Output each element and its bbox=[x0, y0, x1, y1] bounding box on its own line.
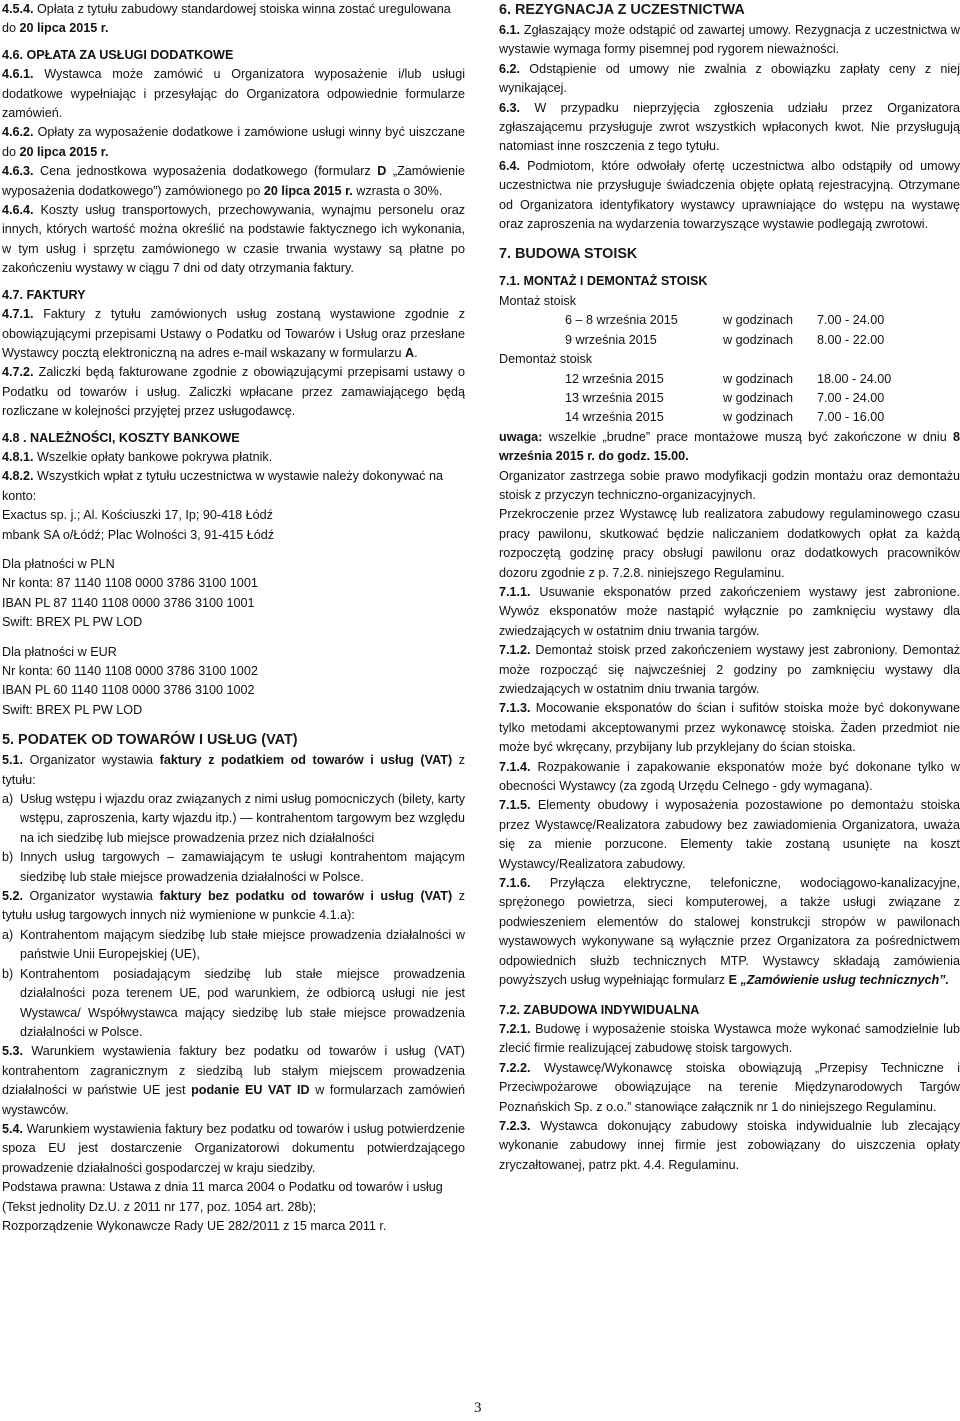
legal-basis: Podstawa prawna: Ustawa z dnia 11 marca 2004 o Podatku od towarów i usług (Tekst jednolity Dz.U. z 2011 nr 177, poz. 1054 art. 28b); bbox=[2, 1180, 443, 1214]
clause-number: 7.1.6. bbox=[499, 876, 531, 891]
list-item bbox=[2, 965, 465, 1043]
section-heading-5: 5. PODATEK OD TOWARÓW I USŁUG (VAT) bbox=[2, 732, 298, 749]
section-heading-6: 6. REZYGNACJA Z UCZESTNICTWA bbox=[499, 2, 745, 18]
eur-account-line: Swift: BREX PL PW LOD bbox=[2, 702, 143, 717]
paragraph-6-4 bbox=[499, 157, 960, 235]
pln-account-line: Dla płatności w PLN bbox=[2, 556, 115, 571]
table-cell: 8.00 - 22.00 bbox=[817, 332, 885, 347]
paragraph-4-8-1 bbox=[2, 448, 465, 467]
clause-text: . bbox=[414, 345, 418, 360]
paragraph-4-5-4 bbox=[2, 0, 465, 39]
clause-text: Usuwanie eksponatów przed zakończeniem wystawy jest zabronione. Wywóz eksponatów może nastąpić wyłącznie po zamknięciu wystawy dla zwiedzających w ostatnim dniu trwania targów. bbox=[499, 584, 960, 638]
paragraph-4-7-2 bbox=[2, 363, 465, 421]
form-letter: E bbox=[728, 973, 737, 988]
note-label: uwaga: bbox=[499, 429, 543, 444]
list-text: Innych usług targowych – zamawiającym te usługi kontrahentom mającym siedzibę lub stałe miejsce prowadzenia działalności w Polsce. bbox=[20, 850, 465, 884]
table-cell: 12 września 2015 bbox=[565, 371, 664, 386]
clause-number: 7.2.2. bbox=[499, 1060, 531, 1075]
eur-account-line: Nr konta: 60 1140 1108 0000 3786 3100 1002 bbox=[2, 664, 258, 678]
pln-account-line: Nr konta: 87 1140 1108 0000 3786 3100 1001 bbox=[2, 576, 258, 591]
table-cell: w godzinach bbox=[723, 371, 794, 386]
table-row bbox=[565, 370, 891, 389]
paragraph-organizer: Organizator zastrzega sobie prawo modyfikacji godzin montażu oraz demontażu stoisk z przyczyn techniczno-organizacyjnych. bbox=[499, 468, 960, 502]
list-marker: b) bbox=[2, 850, 14, 865]
table-cell: w godzinach bbox=[723, 332, 794, 347]
deadline-date: 8 września 2015 r. do godz. 15.00. bbox=[499, 429, 960, 464]
clause-number: 4.8.2. bbox=[2, 469, 34, 484]
clause-number: 4.6.3. bbox=[2, 164, 34, 179]
clause-text: Podmiotom, które odwołały ofertę uczestnictwa albo odstąpiły od umowy uczestnictwa nie przysługuje świadczenia objęte opłatą rejestracyjną. Otrzymane od Organizatora identyfikatory wystawcy uprawniające do wstępu na wystawę oraz zaproszenia na wydarzenia towarzyszące wystawie podlegają zwrotowi. bbox=[499, 158, 960, 232]
clause-number: 4.6.1. bbox=[2, 67, 34, 82]
paragraph-7-1-2 bbox=[499, 641, 960, 699]
clause-text: Organizator wystawia bbox=[23, 753, 160, 768]
clause-number: 4.6.2. bbox=[2, 125, 34, 140]
clause-number: 4.7.2. bbox=[2, 365, 34, 380]
clause-text: Demontaż stoisk przed zakończeniem wystawy jest zabroniony. Demontaż może rozpocząć się najwcześniej 2 godziny po zamknięciu wystawy dla zwiedzających w ostatnim dniu trwania targów. bbox=[499, 643, 960, 696]
section-heading-4-8: 4.8 . NALEŻNOŚCI, KOSZTY BANKOWE bbox=[2, 430, 240, 445]
clause-text: „Zamówienie wyposażenia dodatkowego”) zamówionego po bbox=[2, 164, 465, 198]
clause-text: Organizator wystawia bbox=[23, 889, 160, 904]
clause-number: 6.3. bbox=[499, 100, 521, 115]
clause-text: Wystawca dokonujący zabudowy stoiska indywidualnie lub zlecający wykonanie zabudowy innej firmie jest zobowiązany do uiszczenia opłaty zryczałtowanej, patrz pkt. 4.4. Regulaminu. bbox=[499, 1118, 960, 1172]
paragraph-5-1 bbox=[2, 751, 465, 790]
deadline-date: 20 lipca 2015 r. bbox=[19, 21, 109, 36]
paragraph-6-2 bbox=[499, 60, 960, 99]
list-text: Kontrahentom posiadającym siedzibę lub stałe miejsce prowadzenia działalności poza terenem UE, pod warunkiem, że odbiorcą usługi nie jest Wystawca/ Współwystawca mający siedzibę lub stałe miejsce prowadzenia działalności w Polsce. bbox=[20, 966, 465, 1039]
clause-text: Przyłącza elektryczne, telefoniczne, wodociągowo-kanalizacyjne, sprężonego powietrza, sieci komputerowej, a także usługi związane z podwieszeniem elementów do stalowej konstrukcji stropów w pawilonach wystawowych wykonywane są wyłącznie przez Organizatora za pośrednictwem odpowiednich służb technicznych MTP. Wystawcy składają zamówienia powyższych usług wypełniając formularz bbox=[499, 876, 960, 988]
eur-account-line: Dla płatności w EUR bbox=[2, 644, 117, 659]
clause-number: 4.8.1. bbox=[2, 449, 34, 464]
paragraph-4-6-3 bbox=[2, 162, 465, 201]
table-cell: 7.00 - 24.00 bbox=[817, 390, 885, 405]
paragraph-7-1-3 bbox=[499, 699, 960, 757]
paragraph-4-6-2 bbox=[2, 123, 465, 162]
clause-text: Zaliczki będą fakturowane zgodnie z obowiązującymi przepisami ustawy o Podatku od towarów i usług. Zaliczki wpłacane przez zamawiającego będą rozliczane w kolejności przyjętej przez usługodawcę. bbox=[2, 365, 465, 419]
table-cell: 7.00 - 16.00 bbox=[817, 410, 885, 425]
clause-number: 5.1. bbox=[2, 753, 24, 768]
section-heading-7: 7. BUDOWA STOISK bbox=[499, 246, 638, 263]
paragraph-7-1-1 bbox=[499, 583, 960, 641]
list-item bbox=[2, 926, 465, 965]
clause-text: Mocowanie eksponatów do ścian i sufitów stoiska może być dokonywane tylko metodami akceptowanymi przez wykonawcę stoiska. Żaden przedmiot nie może być wkręcany, przybijany lub przyklejany do ścian stoiska. bbox=[499, 701, 960, 755]
bank-address-line: mbank SA o/Łódź; Plac Wolności 3, 91-415 Łódź bbox=[2, 527, 275, 542]
paragraph-4-6-1 bbox=[2, 65, 465, 123]
table-cell: 14 września 2015 bbox=[565, 410, 664, 425]
table-cell: w godzinach bbox=[723, 313, 794, 328]
emphasis-text: podanie EU VAT ID bbox=[191, 1083, 310, 1098]
eur-account-line: IBAN PL 60 1140 1108 0000 3786 3100 1002 bbox=[2, 683, 255, 698]
table-cell: 18.00 - 24.00 bbox=[817, 371, 892, 386]
clause-text: Warunkiem wystawienia faktury bez podatku od towarów i usług potwierdzenie spoza EU jest dostarczenie Organizatorowi dokumentu potwierdzającego prowadzenie działalności gospodarczej w kraju siedziby. bbox=[2, 1121, 465, 1175]
paragraph-6-1 bbox=[499, 21, 960, 60]
paragraph-4-7-1 bbox=[2, 305, 465, 363]
clause-number: 5.3. bbox=[2, 1044, 24, 1059]
clause-number: 7.1.3. bbox=[499, 701, 531, 716]
list-text: Kontrahentom mającym siedzibę lub stałe miejsce prowadzenia działalności w państwie Unii Europejskiej (UE), bbox=[20, 927, 465, 962]
legal-basis: Rozporządzenie Wykonawcze Rady UE 282/2011 z 15 marca 2011 r. bbox=[2, 1218, 387, 1233]
pln-account-line: IBAN PL 87 1140 1108 0000 3786 3100 1001 bbox=[2, 595, 255, 610]
table-row bbox=[565, 408, 891, 427]
clause-number: 7.2.1. bbox=[499, 1021, 531, 1036]
page-number: 3 bbox=[474, 1400, 482, 1416]
list-item bbox=[2, 848, 465, 887]
table-row bbox=[565, 311, 884, 330]
clause-text: Opłaty za wyposażenie dodatkowe i zamówione usługi winny być uiszczane do bbox=[2, 125, 465, 159]
table-cell: w godzinach bbox=[723, 410, 794, 425]
list-marker: a) bbox=[2, 792, 14, 807]
clause-number: 7.1.5. bbox=[499, 798, 531, 813]
bank-address-line: Exactus sp. j.; Al. Kościuszki 17, Ip; 90-418 Łódź bbox=[2, 508, 273, 523]
clause-number: 4.7.1. bbox=[2, 307, 34, 322]
paragraph-overtime: Przekroczenie przez Wystawcę lub realizatora zabudowy regulaminowego czasu pracy pawilonu, skutkować będzie naliczaniem dodatkowych opłat za każdą rozpoczętą godzinę pracy obsługi pawilonu oraz dodatkowych pracowników dozoru zgodnie z p. 7.2.8. niniejszego Regulaminu. bbox=[499, 507, 960, 580]
list-text: Usług wstępu i wjazdu oraz związanych z nimi usług pomocniczych (bilety, karty wstępu, zaproszenia, karty wjazdu itp.) — kontrahentom targowym bez względu na ich siedzibę lub miejsce prowadzenia przez nich działalności bbox=[20, 792, 465, 845]
setup-schedule-table bbox=[565, 311, 884, 350]
table-cell: w godzinach bbox=[723, 390, 794, 405]
note-paragraph bbox=[499, 428, 960, 467]
list-item bbox=[2, 790, 465, 848]
clause-number: 7.1.1. bbox=[499, 584, 531, 599]
table-cell: 7.00 - 24.00 bbox=[817, 313, 885, 328]
paragraph-7-2-2 bbox=[499, 1059, 960, 1117]
paragraph-6-3 bbox=[499, 99, 960, 157]
paragraph-7-1-4 bbox=[499, 758, 960, 797]
deadline-date: 20 lipca 2015 r. bbox=[263, 183, 353, 198]
paragraph-5-4 bbox=[2, 1120, 465, 1178]
clause-text: Faktury z tytułu zamówionych usług zostaną wystawione zgodnie z obowiązującymi przepisami Ustawy o Podatku od Towarów i Usług oraz przesłane Wystawcy pocztą elektroniczną na adres e-mail wskazany w formularzu bbox=[2, 307, 465, 360]
teardown-schedule-table bbox=[565, 370, 891, 428]
clause-text: W przypadku nieprzyjęcia zgłoszenia udziału przez Organizatora zgłaszającemu przysługuje zwrot wszystkich wpłaconych kwot. Nie przysługują natomiast inne roszczenia z tego tytułu. bbox=[499, 100, 960, 154]
clause-text: Wszystkich wpłat z tytułu uczestnictwa w wystawie należy dokonywać na konto: bbox=[2, 469, 443, 503]
clause-text: Opłata z tytułu zabudowy standardowej stoiska winna zostać uregulowana do bbox=[2, 2, 451, 36]
clause-text: Koszty usług transportowych, przechowywania, wynajmu personelu oraz innych, których wartość można określić na podstawie faktycznego ich wykonania, w tym usług i sprzętu zamówionego w czasie trwania wystawy są płatne po zakończeniu wystawy w ciągu 7 dni od daty otrzymania faktury. bbox=[2, 203, 465, 276]
clause-number: 7.1.4. bbox=[499, 759, 531, 774]
clause-text: w formularzach zamówień wystawców. bbox=[2, 1083, 466, 1117]
clause-number: 7.2.3. bbox=[499, 1118, 531, 1133]
section-heading-4-6: 4.6. OPŁATA ZA USŁUGI DODATKOWE bbox=[2, 47, 234, 62]
clause-number: 5.2. bbox=[2, 889, 24, 904]
paragraph-7-1-5 bbox=[499, 796, 960, 874]
paragraph-7-1-6 bbox=[499, 874, 960, 990]
right-column bbox=[499, 0, 960, 1175]
table-cell: 6 – 8 września 2015 bbox=[565, 313, 678, 328]
clause-number: 6.4. bbox=[499, 158, 521, 173]
clause-number: 4.6.4. bbox=[2, 203, 34, 218]
table-cell: 9 września 2015 bbox=[565, 332, 657, 347]
clause-text: Elementy obudowy i wyposażenia pozostawione po demontażu stoiska przez Wystawcę/Realizatora zabudowy bez zawiadomienia Organizatora, uważa się za mienie porzucone. Elementy takie zostaną usunięte na koszt Wystawcy/Realizatora zabudowy. bbox=[499, 798, 960, 871]
paragraph-4-8-2 bbox=[2, 467, 465, 506]
clause-text: wszelkie „brudne” prace montażowe muszą być zakończone w dniu bbox=[542, 429, 953, 444]
clause-text: Cena jednostkowa wyposażenia dodatkowego (formularz bbox=[33, 164, 378, 179]
clause-text: wzrasta o 30%. bbox=[352, 183, 443, 198]
paragraph-5-2 bbox=[2, 887, 465, 926]
section-heading-4-7: 4.7. FAKTURY bbox=[2, 287, 86, 302]
table-row bbox=[565, 389, 891, 408]
section-heading-7-1: 7.1. MONTAŻ I DEMONTAŻ STOISK bbox=[499, 274, 708, 289]
clause-text: Odstąpienie od umowy nie zwalnia z obowiązku zapłaty ceny z niej wynikającej. bbox=[499, 61, 960, 96]
emphasis-text: faktury z podatkiem od towarów i usług (VAT) bbox=[159, 753, 453, 768]
paragraph-7-2-1 bbox=[499, 1020, 960, 1059]
clause-number: 6.1. bbox=[499, 23, 521, 37]
paragraph-5-3 bbox=[2, 1042, 465, 1120]
paragraph-7-2-3 bbox=[499, 1117, 960, 1175]
clause-text: Wystawcę/Wykonawcę stoiska obowiązują „Przepisy Techniczne i Przeciwpożarowe obowiązujące na terenie Międzynarodowych Targów Poznańskich Sp. z o.o.” stanowiące załącznik nr 1 do niniejszego Regulaminu. bbox=[499, 1060, 960, 1114]
clause-text: Budowę i wyposażenie stoiska Wystawca może wykonać samodzielnie lub zlecić firmie realizującej zabudowę stoisk targowych. bbox=[499, 1021, 960, 1056]
form-title: „Zamówienie usług technicznych”. bbox=[740, 973, 950, 988]
clause-number: 4.5.4. bbox=[2, 2, 34, 16]
paragraph-4-6-4 bbox=[2, 201, 465, 279]
clause-text: Rozpakowanie i zapakowanie eksponatów może być dokonane tylko w obecności Wystawcy (za zgodą Urzędu Celnego - gdy wymagana). bbox=[499, 759, 960, 794]
clause-text: Wszelkie opłaty bankowe pokrywa płatnik. bbox=[33, 449, 273, 464]
section-heading-7-2: 7.2. ZABUDOWA INDYWIDUALNA bbox=[499, 1002, 700, 1017]
clause-number: 5.4. bbox=[2, 1121, 24, 1136]
form-letter: D bbox=[377, 164, 387, 179]
pln-account-line: Swift: BREX PL PW LOD bbox=[2, 615, 143, 630]
list-marker: a) bbox=[2, 927, 14, 942]
clause-text: Warunkiem wystawienia faktury bez podatku od towarów i usług (VAT) kontrahentom zagranicznym z siedzibą lub stałym miejscem prowadzenia działalności w państwie UE jest bbox=[2, 1044, 465, 1098]
table-row bbox=[565, 331, 884, 350]
list-marker: b) bbox=[2, 966, 14, 981]
clause-number: 6.2. bbox=[499, 61, 521, 76]
schedule-label: Demontaż stoisk bbox=[499, 352, 593, 367]
clause-number: 7.1.2. bbox=[499, 643, 531, 658]
table-cell: 13 września 2015 bbox=[565, 390, 664, 405]
clause-text: Wystawca może zamówić u Organizatora wyposażenie i/lub usługi dodatkowe wypełniając i przesyłając do Organizatora odpowiednie formularze zamówień. bbox=[2, 67, 465, 121]
left-column bbox=[2, 0, 465, 1236]
schedule-label: Montaż stoisk bbox=[499, 293, 576, 308]
clause-text: z tytułu: bbox=[2, 753, 466, 787]
clause-text: z tytułu usług targowych innych niż wymienione w punkcie 4.1.a): bbox=[2, 889, 466, 923]
deadline-date: 20 lipca 2015 r. bbox=[19, 144, 109, 159]
clause-text: Zgłaszający może odstąpić od zawartej umowy. Rezygnacja z uczestnictwa w wystawie wymaga formy pisemnej pod rygorem nieważności. bbox=[499, 23, 960, 57]
form-letter: A bbox=[405, 345, 415, 360]
emphasis-text: faktury bez podatku od towarów i usług (VAT) bbox=[159, 889, 453, 904]
